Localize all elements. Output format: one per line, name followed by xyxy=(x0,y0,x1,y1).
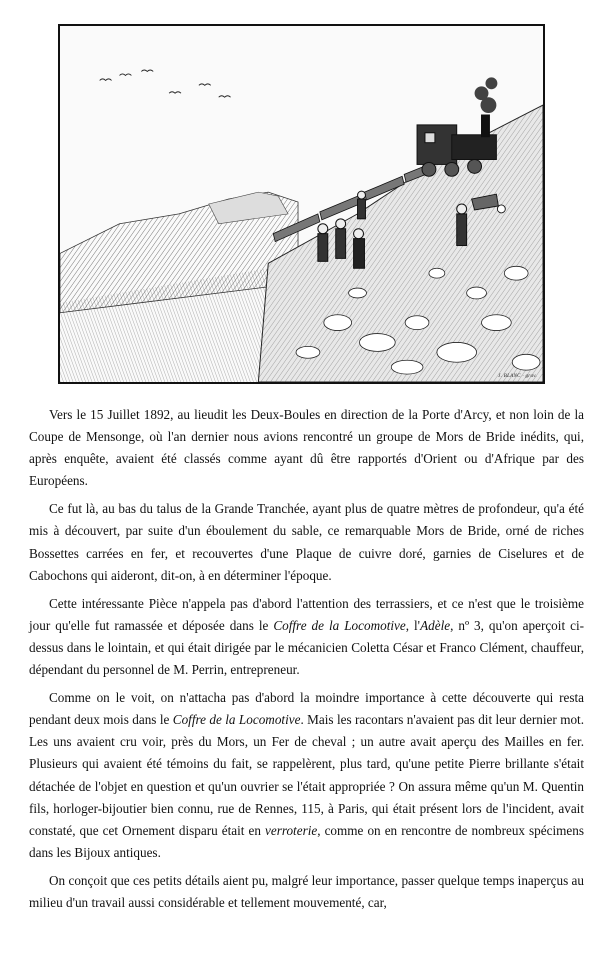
text-run: On conçoit que ces petits détails aient pu, malgré leur importance, passer quelque temps inaperçus au milieu d'un travail aussi considérable et tellement mouvementé, car, xyxy=(29,872,584,910)
engraving-illustration xyxy=(58,24,545,384)
text-run: , l' xyxy=(405,617,421,633)
paragraph-5 xyxy=(29,870,584,914)
text-run: Comme on le voit, on n'attacha pas d'abord la moindre importance à cette découverte qui resta pendant deux mois dans le xyxy=(29,690,584,728)
italic-run: Coffre de la Locomotive xyxy=(273,617,406,633)
text-run: Cette intéressante Pièce n'appela pas d'abord l'attention des terrassiers, et ce n'est que le troisième jour qu'elle fut ramassée et déposée dans le xyxy=(29,595,584,633)
text-run: , comme on en rencontre de nombreux spécimens dans les Bijoux antiques. xyxy=(29,822,584,860)
paragraph-2 xyxy=(29,498,584,586)
text-run: Ce fut là, au bas du talus de la Grande Tranchée, ayant plus de quatre mètres de profondeur, qu'a été mis à découvert, par suite d'un éboulement du sable, ce remarquable Mors de Bride, orné de riches Bossettes carrées en fer, et recouvertes d'une Plaque de cuivre doré, garnies de Ciselures et de Cabochons qui aideront, dit-on, à en déterminer l'époque. xyxy=(29,501,584,583)
engraver-signature: J. BLANC · grav. xyxy=(498,374,537,379)
paragraph-1 xyxy=(29,404,584,492)
paragraph-4 xyxy=(29,687,584,864)
body-text xyxy=(29,404,584,914)
text-run: , nº 3, qu'on aperçoit ci-dessus dans le lointain, et qui était dirigée par le mécanicien Coletta César et Franco Clément, chauffeur, dépendant du personnel de M. Perrin, entrepreneur. xyxy=(29,617,584,678)
text-run: Vers le 15 Juillet 1892, au lieudit les Deux-Boules en direction de la Porte d'Arcy, et non loin de la Coupe de Mensonge, où l'an dernier nous avions rencontré un groupe de Mors de Bride inédits, qui, après enquête, avaient été classés comme ayant dû être rapportés d'Orient ou d'Afrique par des Européens. xyxy=(29,407,584,489)
italic-run: Coffre de la Locomotive xyxy=(172,712,301,728)
engraving-drawing xyxy=(60,26,543,382)
text-run: . Mais les racontars n'avaient pas dit leur dernier mot. Les uns avaient cru voir, près du Mors, un Fer de cheval ; un autre avait aperçu des Mailles en fer. Plusieurs qui avaient été témoins du fait, se rappelèrent, plus tard, qu'une petite Pierre brillante s'était détachée de l'objet en question et qu'un ouvrier se l'était appropriée ? On assura même qu'un M. Quentin fils, horloger-bijoutier bien connu, rue de Rennes, 115, à Paris, qui était présent lors de l'incident, avait constaté, que cet Ornement disparu était en xyxy=(29,712,585,838)
paragraph-3 xyxy=(29,593,584,681)
italic-run: Adèle xyxy=(420,617,451,633)
italic-run: verroterie xyxy=(264,822,318,838)
